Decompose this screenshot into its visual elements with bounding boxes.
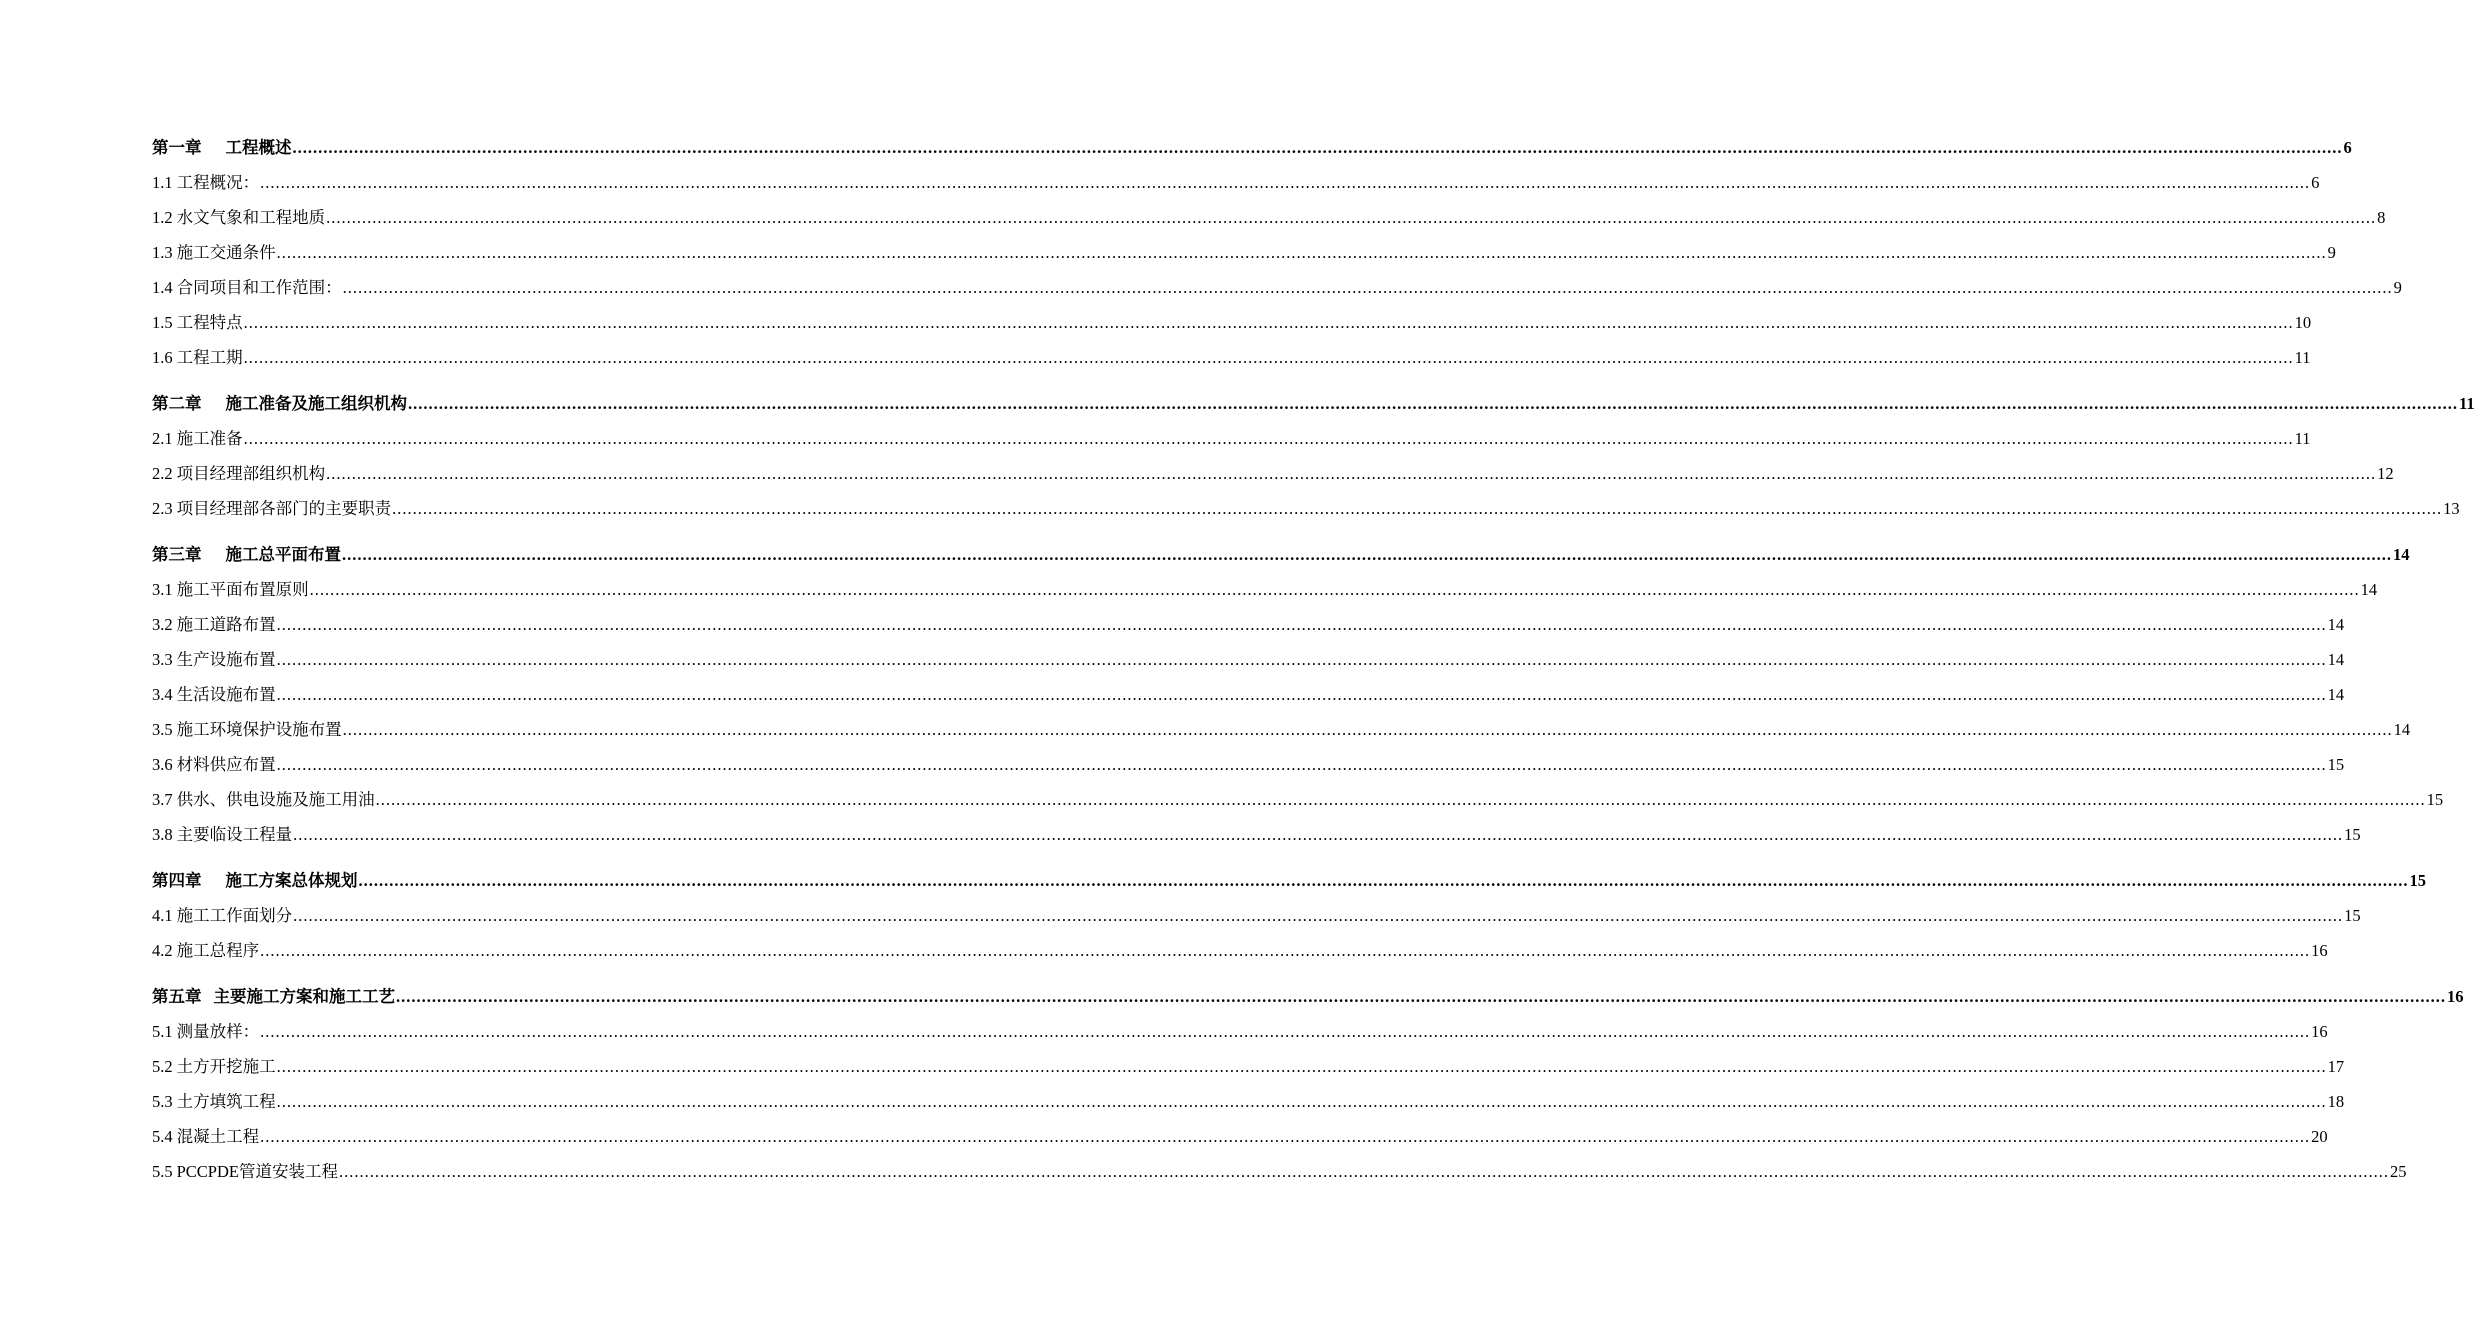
toc-page-number: 10 (2294, 313, 2312, 332)
toc-entry-label (152, 650, 276, 670)
toc-entry-number: 第四章 (152, 871, 202, 890)
toc-section-entry[interactable] (152, 449, 2394, 484)
toc-dot-leader: ................................................................................................................................................................................................................................................................................................................................................................................................................ (276, 755, 2327, 774)
toc-entry-number: 第一章 (152, 138, 202, 157)
toc-entry-title: 供水、供电设施及施工用油 (176, 790, 375, 809)
toc-entry-number: 1.6 (152, 348, 173, 367)
toc-entry-title: 施工道路布置 (176, 615, 276, 634)
toc-page-number: 16 (2447, 987, 2464, 1006)
toc-page-number: 20 (2311, 1127, 2328, 1146)
toc-section-entry[interactable] (152, 158, 2320, 193)
toc-entry-number: 2.2 (152, 464, 173, 483)
toc-dot-leader: ................................................................................................................................................................................................................................................................................................................................................................................................................ (276, 1057, 2327, 1076)
toc-entry-number: 1.3 (152, 243, 173, 262)
toc-entry-label (152, 208, 325, 228)
toc-entry-label (152, 278, 342, 298)
toc-dot-leader: ................................................................................................................................................................................................................................................................................................................................................................................................................ (292, 138, 2343, 157)
toc-entry-number: 2.3 (152, 499, 173, 518)
toc-page-number: 14 (2360, 580, 2378, 599)
toc-page-number: 11 (2459, 394, 2475, 413)
toc-entry-title: 施工总程序 (176, 941, 260, 960)
toc-entry-number: 第五章 (152, 987, 202, 1006)
toc-entry-label (152, 243, 276, 263)
toc-page-number: 13 (2443, 499, 2460, 518)
toc-section-entry[interactable] (152, 333, 2311, 368)
toc-section-entry[interactable] (152, 926, 2328, 961)
toc-entry-title: 土方开挖施工 (176, 1057, 276, 1076)
toc-entry-title: 土方填筑工程 (176, 1092, 276, 1111)
toc-entry-title: 项目经理部组织机构 (176, 464, 326, 483)
toc-dot-leader: ................................................................................................................................................................................................................................................................................................................................................................................................................ (276, 615, 2327, 634)
toc-entry-label (152, 987, 395, 1007)
toc-entry-label (152, 1162, 338, 1182)
toc-dot-leader: ................................................................................................................................................................................................................................................................................................................................................................................................................ (326, 208, 2377, 227)
toc-entry-label (152, 720, 342, 740)
toc-section-entry[interactable] (152, 414, 2311, 449)
toc-section-entry[interactable] (152, 810, 2361, 845)
toc-entry-label (152, 348, 243, 368)
toc-page-number: 25 (2389, 1162, 2407, 1181)
toc-dot-leader: ................................................................................................................................................................................................................................................................................................................................................................................................................ (293, 906, 2344, 925)
toc-entry-number: 3.2 (152, 615, 173, 634)
toc-page-number: 14 (2393, 720, 2411, 739)
toc-entry-label (152, 429, 243, 449)
toc-page-number: 11 (2294, 429, 2311, 448)
toc-entry-label (152, 1057, 276, 1077)
toc-entry-label (152, 499, 391, 519)
toc-page-number: 15 (2426, 790, 2444, 809)
toc-entry-label (152, 580, 309, 600)
toc-section-entry[interactable] (152, 484, 2460, 519)
toc-dot-leader: ................................................................................................................................................................................................................................................................................................................................................................................................................ (408, 394, 2458, 413)
toc-entry-label (152, 1127, 259, 1147)
toc-entry-title: 施工准备及施工组织机构 (225, 394, 407, 413)
toc-entry-title: 施工总平面布置 (225, 545, 341, 564)
toc-entry-title: 工程特点 (176, 313, 243, 332)
toc-section-entry[interactable] (152, 1042, 2345, 1077)
toc-chapter-entry[interactable] (152, 368, 2475, 414)
toc-dot-leader: ................................................................................................................................................................................................................................................................................................................................................................................................................ (260, 1022, 2311, 1041)
toc-entry-number: 5.4 (152, 1127, 173, 1146)
toc-entry-title: 工程工期 (176, 348, 243, 367)
toc-page-number: 14 (2327, 615, 2345, 634)
toc-section-entry[interactable] (152, 635, 2345, 670)
toc-page-number: 12 (2377, 464, 2394, 483)
toc-entry-label (152, 755, 276, 775)
toc-entry-title: 测量放样： (176, 1022, 260, 1041)
toc-entry-number: 1.4 (152, 278, 173, 297)
toc-entry-label (152, 906, 292, 926)
toc-page-number: 16 (2311, 941, 2328, 960)
toc-section-entry[interactable] (152, 263, 2402, 298)
toc-dot-leader: ................................................................................................................................................................................................................................................................................................................................................................................................................ (260, 941, 2311, 960)
toc-dot-leader: ................................................................................................................................................................................................................................................................................................................................................................................................................ (342, 278, 2393, 297)
toc-entry-number: 第二章 (152, 394, 202, 413)
toc-entry-title: 混凝土工程 (176, 1127, 260, 1146)
toc-page-number: 16 (2311, 1022, 2328, 1041)
toc-entry-number: 3.4 (152, 685, 173, 704)
toc-section-entry[interactable] (152, 298, 2312, 333)
toc-entry-label (152, 545, 341, 565)
toc-section-entry[interactable] (152, 670, 2345, 705)
toc-chapter-entry[interactable] (152, 961, 2464, 1007)
toc-page-number: 11 (2294, 348, 2311, 367)
toc-page-number: 6 (2311, 173, 2320, 192)
toc-section-entry[interactable] (152, 1077, 2345, 1112)
toc-entry-label (152, 1092, 276, 1112)
toc-entry-label (152, 941, 259, 961)
toc-entry-label (152, 871, 358, 891)
toc-page-number: 6 (2343, 138, 2352, 157)
toc-entry-number: 3.5 (152, 720, 173, 739)
toc-entry-label (152, 825, 292, 845)
toc-entry-label (152, 615, 276, 635)
toc-dot-leader: ................................................................................................................................................................................................................................................................................................................................................................................................................ (276, 243, 2327, 262)
toc-entry-title: 施工环境保护设施布置 (176, 720, 342, 739)
toc-entry-label (152, 173, 259, 193)
toc-entry-number: 3.3 (152, 650, 173, 669)
toc-section-entry[interactable] (152, 228, 2336, 263)
toc-page-number: 9 (2327, 243, 2336, 262)
toc-entry-number: 1.5 (152, 313, 173, 332)
toc-page-number: 15 (2344, 906, 2361, 925)
toc-page-number: 8 (2377, 208, 2386, 227)
toc-entry-title: 项目经理部各部门的主要职责 (176, 499, 392, 518)
toc-entry-title: 施工准备 (176, 429, 243, 448)
toc-chapter-entry[interactable] (152, 845, 2426, 891)
toc-dot-leader: ................................................................................................................................................................................................................................................................................................................................................................................................................ (260, 173, 2311, 192)
toc-entry-label (152, 1022, 259, 1042)
toc-entry-number: 3.6 (152, 755, 173, 774)
toc-dot-leader: ................................................................................................................................................................................................................................................................................................................................................................................................................ (326, 464, 2377, 483)
toc-entry-label (152, 138, 292, 158)
toc-entry-number: 3.7 (152, 790, 173, 809)
toc-dot-leader: ................................................................................................................................................................................................................................................................................................................................................................................................................ (260, 1127, 2311, 1146)
toc-entry-label (152, 790, 375, 810)
toc-dot-leader: ................................................................................................................................................................................................................................................................................................................................................................................................................ (392, 499, 2443, 518)
toc-entry-number: 1.1 (152, 173, 173, 192)
toc-chapter-entry[interactable] (152, 519, 2410, 565)
toc-entry-number: 2.1 (152, 429, 173, 448)
toc-dot-leader: ................................................................................................................................................................................................................................................................................................................................................................................................................ (276, 650, 2327, 669)
toc-entry-label (152, 464, 325, 484)
toc-page-number: 15 (2344, 825, 2361, 844)
toc-dot-leader: ................................................................................................................................................................................................................................................................................................................................................................................................................ (293, 825, 2344, 844)
toc-section-entry[interactable] (152, 193, 2386, 228)
toc-entry-title: 施工交通条件 (176, 243, 276, 262)
toc-entry-title: 施工平面布置原则 (176, 580, 309, 599)
toc-entry-number: 5.5 (152, 1162, 173, 1181)
toc-page-number: 15 (2409, 871, 2426, 890)
toc-entry-title: 施工方案总体规划 (225, 871, 358, 890)
toc-entry-number: 4.1 (152, 906, 173, 925)
toc-dot-leader: ................................................................................................................................................................................................................................................................................................................................................................................................................ (358, 871, 2409, 890)
toc-entry-title: 工程概述 (225, 138, 292, 157)
toc-page-number: 14 (2327, 685, 2345, 704)
toc-page-number: 14 (2327, 650, 2345, 669)
toc-dot-leader: ................................................................................................................................................................................................................................................................................................................................................................................................................ (342, 720, 2393, 739)
toc-entry-title: 工程概况： (176, 173, 260, 192)
toc-entry-title: 生产设施布置 (176, 650, 276, 669)
toc-entry-number: 第三章 (152, 545, 202, 564)
toc-entry-number: 5.2 (152, 1057, 173, 1076)
toc-section-entry[interactable] (152, 1112, 2328, 1147)
toc-page-number: 15 (2327, 755, 2345, 774)
toc-section-entry[interactable] (152, 1007, 2328, 1042)
toc-page-number: 17 (2327, 1057, 2345, 1076)
toc-dot-leader: ................................................................................................................................................................................................................................................................................................................................................................................................................ (342, 545, 2392, 564)
toc-entry-label (152, 313, 243, 333)
toc-entry-number: 3.8 (152, 825, 173, 844)
toc-dot-leader: ................................................................................................................................................................................................................................................................................................................................................................................................................ (243, 313, 2294, 332)
toc-entry-number: 5.3 (152, 1092, 173, 1111)
toc-section-entry[interactable] (152, 1147, 2407, 1182)
toc-dot-leader: ................................................................................................................................................................................................................................................................................................................................................................................................................ (375, 790, 2426, 809)
toc-entry-number: 5.1 (152, 1022, 173, 1041)
toc-entry-title: 施工工作面划分 (176, 906, 293, 925)
toc-section-entry[interactable] (152, 565, 2378, 600)
toc-dot-leader: ................................................................................................................................................................................................................................................................................................................................................................................................................ (243, 348, 2294, 367)
toc-entry-title: 水文气象和工程地质 (176, 208, 326, 227)
toc-dot-leader: ................................................................................................................................................................................................................................................................................................................................................................................................................ (309, 580, 2360, 599)
table-of-contents (152, 118, 2475, 1182)
toc-section-entry[interactable] (152, 891, 2361, 926)
toc-entry-number: 3.1 (152, 580, 173, 599)
toc-entry-number: 4.2 (152, 941, 173, 960)
toc-page-number: 18 (2327, 1092, 2345, 1111)
toc-dot-leader: ................................................................................................................................................................................................................................................................................................................................................................................................................ (276, 685, 2327, 704)
toc-entry-title: 生活设施布置 (176, 685, 276, 704)
toc-dot-leader: ................................................................................................................................................................................................................................................................................................................................................................................................................ (243, 429, 2294, 448)
toc-dot-leader: ................................................................................................................................................................................................................................................................................................................................................................................................................ (396, 987, 2446, 1006)
toc-entry-title: 主要临设工程量 (176, 825, 293, 844)
toc-section-entry[interactable] (152, 600, 2345, 635)
toc-page-number: 9 (2393, 278, 2402, 297)
toc-section-entry[interactable] (152, 705, 2411, 740)
toc-entry-label (152, 394, 407, 414)
toc-page-number: 14 (2393, 545, 2410, 564)
toc-entry-title: 合同项目和工作范围： (176, 278, 342, 297)
toc-section-entry[interactable] (152, 740, 2345, 775)
toc-chapter-entry[interactable] (152, 118, 2352, 158)
toc-section-entry[interactable] (152, 775, 2444, 810)
toc-entry-label (152, 685, 276, 705)
toc-entry-title: 材料供应布置 (176, 755, 276, 774)
toc-entry-title: 主要施工方案和施工工艺 (213, 987, 395, 1006)
toc-dot-leader: ................................................................................................................................................................................................................................................................................................................................................................................................................ (338, 1162, 2389, 1181)
toc-entry-number: 1.2 (152, 208, 173, 227)
toc-entry-title: PCCPDE管道安装工程 (176, 1162, 338, 1181)
toc-dot-leader: ................................................................................................................................................................................................................................................................................................................................................................................................................ (276, 1092, 2327, 1111)
